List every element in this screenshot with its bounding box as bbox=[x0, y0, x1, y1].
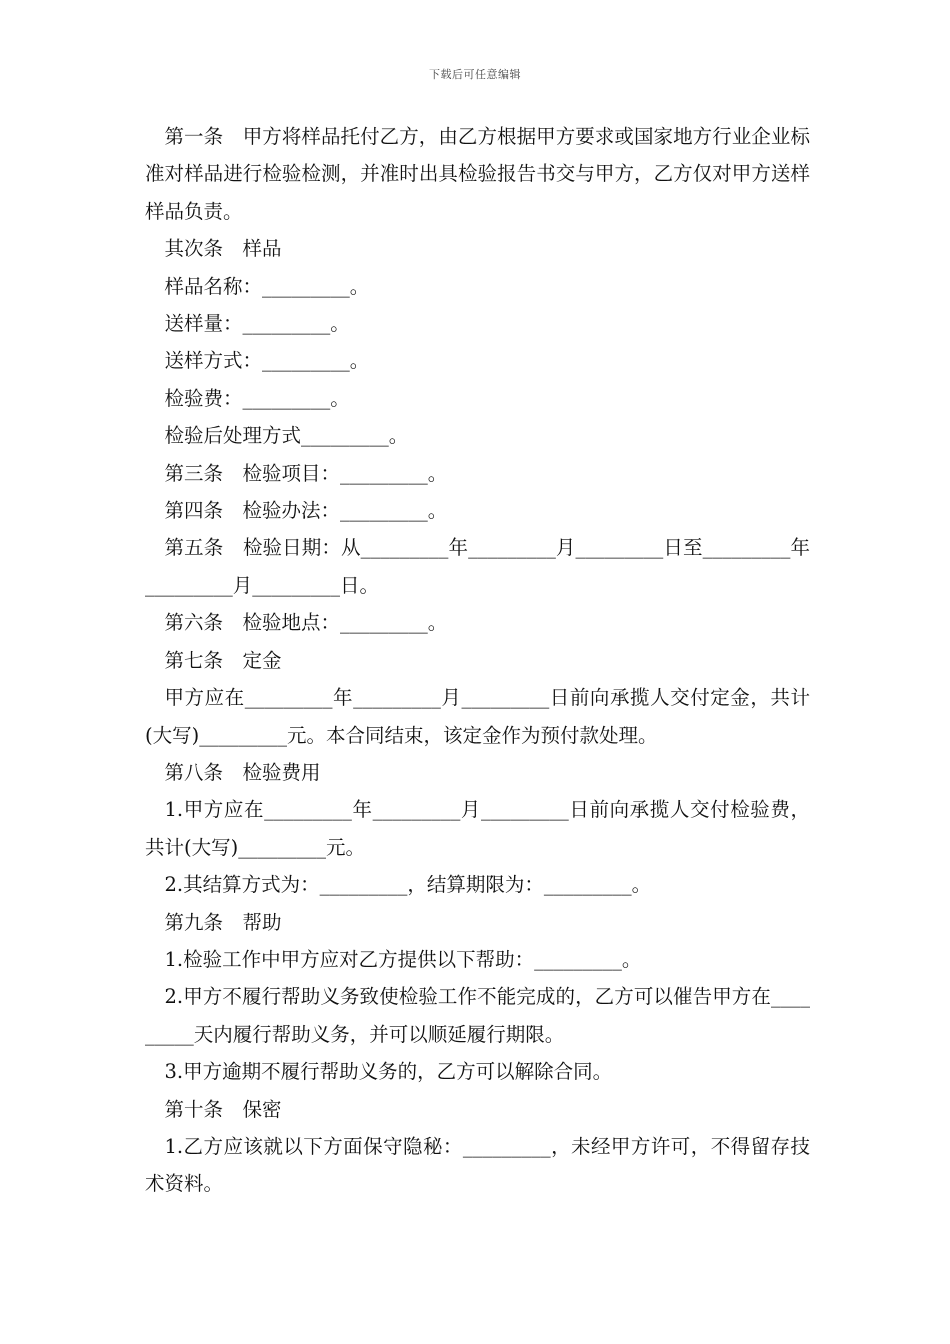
paragraph-article-9-heading: 第九条 帮助 bbox=[164, 910, 282, 934]
paragraph-assistance-1: 1.检验工作中甲方应对乙方提供以下帮助：_________。 bbox=[164, 947, 642, 971]
paragraph-sample-quantity: 送样量：_________。 bbox=[164, 312, 350, 336]
paragraph-article-7-heading: 第七条 定金 bbox=[164, 648, 282, 672]
paragraph-article-8-heading: 第八条 检验费用 bbox=[164, 760, 321, 784]
paragraph-article-6: 第六条 检验地点：_________。 bbox=[164, 611, 448, 635]
paragraph-fee-payment: 1.甲方应在_________年_________月_________日前向承揽人交付检验费，共计(大写)_________元。 bbox=[145, 798, 810, 859]
contract-body bbox=[145, 118, 810, 1203]
paragraph-confidentiality-1: 1.乙方应该就以下方面保守隐秘：_________，未经甲方许可，不得留存技术资料。 bbox=[145, 1134, 810, 1196]
paragraph-assistance-2: 2.甲方不履行帮助义务致使检验工作不能完成的，乙方可以催告甲方在_________天内履行帮助义务，并可以顺延履行期限。 bbox=[145, 985, 810, 1046]
paragraph-assistance-3: 3.甲方逾期不履行帮助义务的，乙方可以解除合同。 bbox=[164, 1060, 613, 1084]
paragraph-deposit: 甲方应在_________年_________月_________日前向承揽人交付定金，共计(大写)_________元。本合同结束，该定金作为预付款处理。 bbox=[145, 686, 810, 747]
paragraph-article-2-heading: 其次条 样品 bbox=[164, 237, 282, 261]
paragraph-article-4: 第四条 检验办法：_________。 bbox=[164, 499, 448, 523]
paragraph-post-inspection: 检验后处理方式_________。 bbox=[164, 424, 409, 448]
paragraph-inspection-fee: 检验费：_________。 bbox=[164, 386, 350, 410]
paragraph-sample-name: 样品名称：_________。 bbox=[164, 274, 370, 298]
paragraph-article-5: 第五条 检验日期：从_________年_________月_________日至_________年_________月_________日。 bbox=[145, 536, 810, 597]
page-header-note: 下载后可任意编辑 bbox=[429, 68, 521, 81]
paragraph-article-1: 第一条 甲方将样品托付乙方，由乙方根据甲方要求或国家地方行业企业标准对样品进行检验检测，并准时出具检验报告书交与甲方，乙方仅对甲方送样样品负责。 bbox=[145, 125, 810, 223]
paragraph-article-3: 第三条 检验项目：_________。 bbox=[164, 461, 448, 485]
paragraph-sample-delivery: 送样方式：_________。 bbox=[164, 349, 370, 373]
paragraph-settlement: 2.其结算方式为：_________，结算期限为：_________。 bbox=[164, 873, 652, 897]
paragraph-article-10-heading: 第十条 保密 bbox=[164, 1097, 282, 1121]
